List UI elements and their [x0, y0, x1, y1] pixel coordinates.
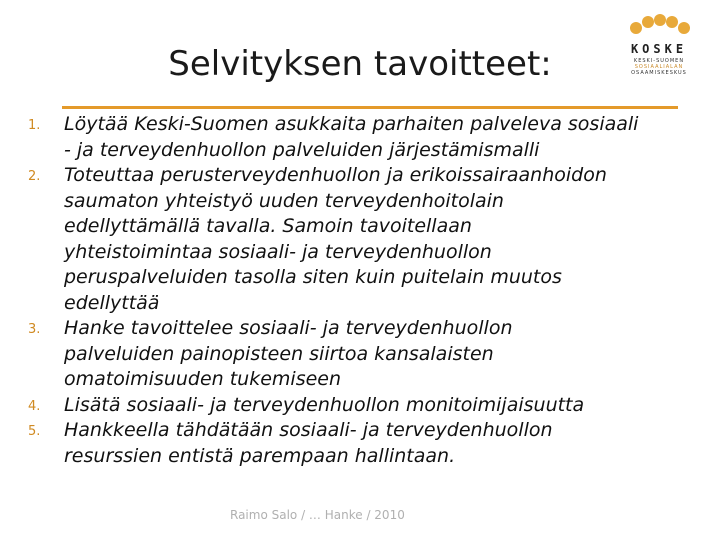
list-item-text: Hanke tavoittelee sosiaali- ja terveydenhuollon palveluiden painopisteen siirtoa kansalaisten omatoimisuuden tukemiseen: [64, 317, 513, 390]
list-item: [0, 112, 720, 163]
list-item-text: Lisätä sosiaali- ja terveydenhuollon monitoimijaisuutta: [64, 393, 585, 416]
list-item-text: Toteuttaa perusterveydenhuollon ja erikoissairaanhoidon saumaton yhteistyö uuden terveydenhoitolain edellyttämällä tavalla. Samoin tavoitellaan yhteistoimintaa sosiaali- ja terveydenhuollon peruspalveluiden tasolla siten kuin puitelain muutos edellyttää: [64, 164, 607, 314]
list-item: [0, 316, 720, 393]
list-item-number: 4.: [28, 398, 41, 414]
list-item-number: 5.: [28, 424, 41, 439]
title-divider: [62, 106, 678, 109]
list-item: [0, 418, 720, 469]
slide-footer: Raimo Salo / … Hanke / 2010: [230, 508, 405, 522]
list-item: [0, 163, 720, 316]
logo-brand: KOSKE: [630, 42, 688, 56]
logo-sub-2: SOSIAALIALAN: [634, 64, 684, 70]
logo-sub-3: OSAAMISKESKUS: [631, 70, 687, 76]
logo-circles-icon: [628, 10, 690, 40]
list-item-number: 1.: [28, 118, 41, 133]
list-item: [0, 393, 720, 419]
list-item-text: Löytää Keski-Suomen asukkaita parhaiten palveleva sosiaali - ja terveydenhuollon palveluiden järjestämismalli: [64, 113, 639, 161]
list-item-number: 3.: [28, 322, 41, 337]
list-item-number: 2.: [28, 169, 41, 184]
objectives-list: [0, 112, 720, 469]
slide-title: Selvityksen tavoitteet:: [168, 44, 552, 84]
list-item-text: Hankkeella tähdätään sosiaali- ja terveydenhuollon resurssien entistä parempaan hallintaan.: [64, 419, 553, 467]
logo-sub-1: KESKI-SUOMEN: [633, 58, 685, 64]
